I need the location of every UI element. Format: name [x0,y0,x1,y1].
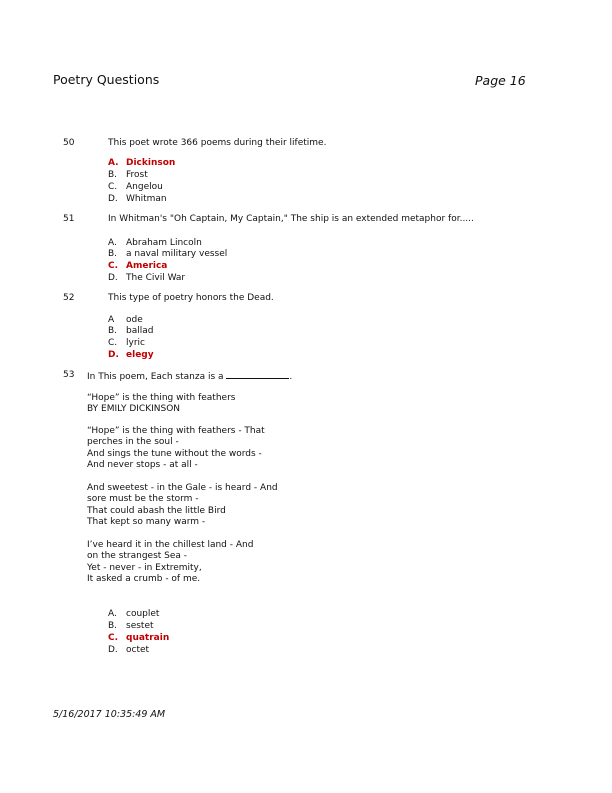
option-letter: A. [108,609,117,619]
option-letter: C. [108,261,119,271]
option-text: Frost [126,170,148,180]
poem-line: on the strangest Sea - [87,551,188,562]
question-text: This type of poetry honors the Dead. [108,293,274,303]
option-letter: C. [108,633,119,643]
option-letter: A. [108,238,117,248]
question-text-after: . [289,372,293,382]
answer-blank [226,370,289,379]
poem-stanza-3 [87,540,253,585]
option-letter: D. [108,645,118,655]
footer-timestamp: 5/16/2017 10:35:49 AM [53,709,166,720]
option-letter: C. [108,182,118,192]
option-letter: A. [108,158,119,168]
question-number: 53 [63,370,75,380]
page-number: Page 16 [475,73,526,88]
option-text: a naval military vessel [126,249,228,259]
poem-line: And sweetest - in the Gale - is heard - And [87,483,278,493]
option-c [108,181,308,193]
option-b [108,169,308,181]
option-letter: D. [108,273,118,283]
poem-line: sore must be the storm - [87,494,199,505]
option-letter: B. [108,170,118,180]
question-number: 50 [63,138,75,148]
page-header-title: Poetry Questions [53,72,160,87]
option-a [108,608,308,620]
option-letter: C. [108,338,118,348]
option-b [108,325,308,337]
option-text: octet [126,645,150,655]
option-d [108,193,308,205]
option-b [108,620,308,632]
option-text: couplet [126,609,160,619]
option-text: Abraham Lincoln [126,238,202,248]
poem-line: That kept so many warm - [87,516,206,527]
poem-author: BY EMILY DICKINSON [87,404,181,415]
option-text: Whitman [126,194,167,204]
poem-line: And sings the tune without the words - [87,448,262,459]
option-b [108,248,308,260]
poem-line: It asked a crumb - of me. [87,573,201,584]
option-c [108,632,308,644]
option-d [108,272,308,284]
option-c [108,260,308,272]
option-letter: D. [108,350,119,360]
poem-line: That could abash the little Bird [87,505,226,516]
poem [87,393,235,416]
option-text: The Civil War [126,273,186,283]
option-text: sestet [126,621,154,631]
option-text: Dickinson [126,158,176,168]
option-a [108,157,308,169]
option-letter: D. [108,194,118,204]
option-text: ode [126,315,143,325]
option-letter: A [108,315,115,325]
poem-line: “Hope” is the thing with feathers - That [87,426,265,436]
question-number: 51 [63,214,75,224]
question-text [87,370,292,383]
option-text: quatrain [126,633,170,643]
question-number: 52 [63,293,75,303]
option-text: America [126,261,168,271]
option-c [108,337,308,349]
poem-stanza-1 [87,426,265,471]
question-text: In Whitman's "Oh Captain, My Captain," The ship is an extended metaphor for..... [108,214,474,224]
question-text-before: In This poem, Each stanza is a [87,372,227,382]
option-text: elegy [126,350,154,360]
option-letter: B. [108,249,118,259]
question-text: This poet wrote 366 poems during their lifetime. [108,138,327,148]
option-letter: B. [108,326,118,336]
option-text: lyric [126,338,145,348]
option-d [108,644,308,656]
poem-line: perches in the soul - [87,437,179,448]
poem-line: And never stops - at all - [87,459,198,470]
poem-line: I’ve heard it in the chillest land - And [87,540,254,550]
poem-title: “Hope” is the thing with feathers [87,393,236,403]
option-text: ballad [126,326,154,336]
option-d [108,349,308,361]
poem-line: Yet - never - in Extremity, [87,562,202,573]
poem-stanza-2 [87,483,278,528]
option-text: Angelou [126,182,163,192]
option-letter: B. [108,621,118,631]
